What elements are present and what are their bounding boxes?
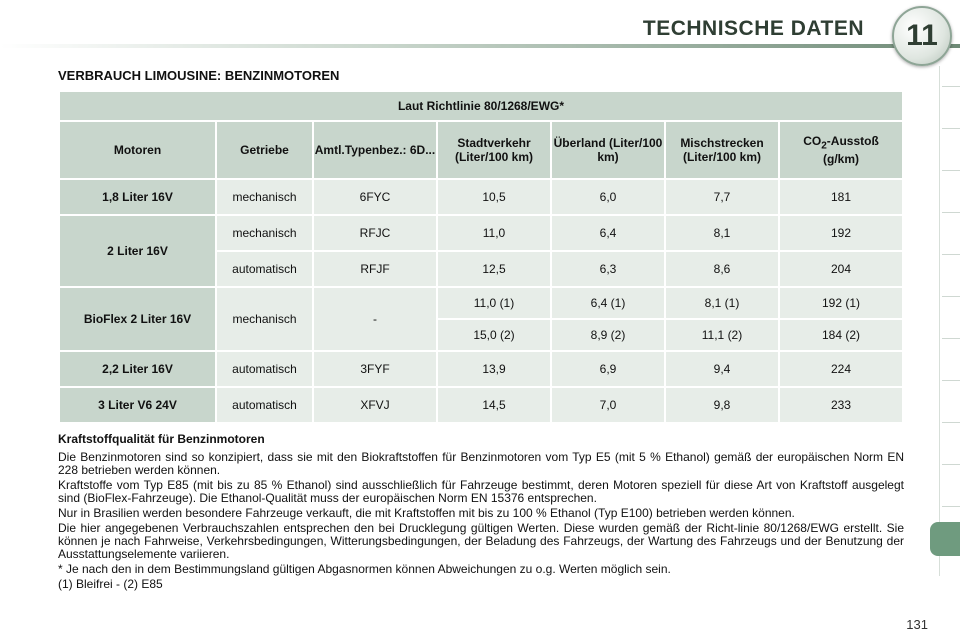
type-cell: XFVJ: [314, 388, 436, 422]
column-header: Überland (Liter/100 km): [552, 122, 664, 178]
chapter-tab[interactable]: [942, 506, 960, 507]
co2-cell: 181: [780, 180, 902, 214]
note-paragraph: Nur in Brasilien werden besondere Fahrzeuge verkauft, die mit Kraftstoffen mit bis zu 100 % Ethanol (Typ E100) betrieben werden können.: [58, 506, 795, 520]
gearbox-cell: automatisch: [217, 252, 312, 286]
table-row: [60, 388, 902, 422]
column-header: Stadtverkehr (Liter/100 km): [438, 122, 550, 178]
note-paragraph: Die Benzinmotoren sind so konzipiert, dass sie mit den Biokraftstoffen für Benzinmotoren vom Typ E5 (mit 5 % Ethanol) gemäß der europäischen Norm EN 228 betrieben werden können.: [58, 450, 904, 477]
co2-prefix: CO: [803, 134, 822, 149]
fuel-legend: (1) Bleifrei - (2) E85: [58, 577, 163, 591]
road-cell: 8,9 (2): [552, 320, 664, 350]
city-cell: 13,9: [438, 352, 550, 386]
column-header: Amtl.Typenbez.: 6D...: [314, 122, 436, 178]
mixed-cell: 8,1 (1): [666, 288, 778, 318]
co2-cell: 233: [780, 388, 902, 422]
chapter-number-badge: 11: [892, 6, 952, 66]
co2-cell: 192: [780, 216, 902, 250]
type-cell: 6FYC: [314, 180, 436, 214]
gearbox-cell: automatisch: [217, 388, 312, 422]
table-row: [60, 216, 902, 250]
notes-heading: Kraftstoffqualität für Benzinmotoren: [58, 432, 265, 446]
consumption-table: [58, 90, 904, 424]
co2-cell: 204: [780, 252, 902, 286]
road-cell: 7,0: [552, 388, 664, 422]
chapter-tab[interactable]: [942, 464, 960, 465]
city-cell: 14,5: [438, 388, 550, 422]
table-row: [60, 180, 902, 214]
mixed-cell: 8,6: [666, 252, 778, 286]
city-cell: 11,0: [438, 216, 550, 250]
co2-subscript: 2: [821, 140, 827, 152]
chapter-tab[interactable]: [942, 170, 960, 171]
mixed-cell: 9,8: [666, 388, 778, 422]
chapter-tab[interactable]: [942, 338, 960, 339]
chapter-tab[interactable]: [942, 128, 960, 129]
column-header-co2: [780, 122, 902, 178]
mixed-cell: 7,7: [666, 180, 778, 214]
table-row: [60, 352, 902, 386]
city-cell: 10,5: [438, 180, 550, 214]
chapter-tab[interactable]: [942, 212, 960, 213]
type-cell: -: [314, 288, 436, 350]
mixed-cell: 8,1: [666, 216, 778, 250]
note-paragraph: Die hier angegebenen Verbrauchszahlen entsprechen den bei Drucklegung gültigen Werten. Diese wurden gemäß der Richt-linie 80/1268/EWG erstellt. Sie können je nach Fahrweise, Verkehrsbedingungen, Witterungsbedingungen, der Beladung des Fahrzeugs, der Wartung des Fahrzeugs und der Benutzung der Ausstattungselemente variieren.: [58, 521, 904, 561]
city-cell: 15,0 (2): [438, 320, 550, 350]
gearbox-cell: automatisch: [217, 352, 312, 386]
co2-cell: 184 (2): [780, 320, 902, 350]
mixed-cell: 11,1 (2): [666, 320, 778, 350]
chapter-tab[interactable]: [942, 86, 960, 87]
road-cell: 6,9: [552, 352, 664, 386]
chapter-tab-strip: [939, 66, 960, 576]
gearbox-cell: mechanisch: [217, 216, 312, 250]
chapter-tab[interactable]: [942, 296, 960, 297]
section-title: VERBRAUCH LIMOUSINE: BENZINMOTOREN: [58, 68, 340, 83]
chapter-tab[interactable]: [942, 254, 960, 255]
road-cell: 6,0: [552, 180, 664, 214]
city-cell: 12,5: [438, 252, 550, 286]
type-cell: RFJF: [314, 252, 436, 286]
chapter-tab[interactable]: [942, 422, 960, 423]
engine-cell: 2 Liter 16V: [60, 216, 215, 286]
chapter-tab-active[interactable]: [930, 522, 960, 556]
road-cell: 6,4 (1): [552, 288, 664, 318]
column-header: Motoren: [60, 122, 215, 178]
gearbox-cell: mechanisch: [217, 180, 312, 214]
chapter-title: TECHNISCHE DATEN: [642, 17, 864, 40]
engine-cell: BioFlex 2 Liter 16V: [60, 288, 215, 350]
type-cell: 3FYF: [314, 352, 436, 386]
table-row: [60, 288, 902, 318]
page-number: 131: [906, 617, 928, 632]
co2-suffix: -Ausstoß: [826, 134, 879, 149]
mixed-cell: 9,4: [666, 352, 778, 386]
road-cell: 6,3: [552, 252, 664, 286]
gearbox-cell: mechanisch: [217, 288, 312, 350]
co2-cell: 224: [780, 352, 902, 386]
footnote: * Je nach den in dem Bestimmungsland gültigen Abgasnormen können Abweichungen zu o.g. Werten möglich sein.: [58, 562, 671, 576]
table-caption: Laut Richtlinie 80/1268/EWG*: [60, 92, 902, 120]
co2-unit: (g/km): [823, 151, 859, 166]
city-cell: 11,0 (1): [438, 288, 550, 318]
engine-cell: 2,2 Liter 16V: [60, 352, 215, 386]
co2-cell: 192 (1): [780, 288, 902, 318]
page-header: [0, 0, 960, 58]
engine-cell: 1,8 Liter 16V: [60, 180, 215, 214]
column-header: Getriebe: [217, 122, 312, 178]
road-cell: 6,4: [552, 216, 664, 250]
header-band: [0, 44, 960, 48]
chapter-tab[interactable]: [942, 380, 960, 381]
column-header: Mischstrecken (Liter/100 km): [666, 122, 778, 178]
engine-cell: 3 Liter V6 24V: [60, 388, 215, 422]
note-paragraph: Kraftstoffe vom Typ E85 (mit bis zu 85 % Ethanol) sind ausschließlich für Fahrzeuge bestimmt, deren Motoren speziell für diese Art von Kraftstoff ausgelegt sind (BioFlex-Fahrzeuge). Die Ethanol-Qualität muss der europäischen Norm EN 15376 entsprechen.: [58, 478, 904, 505]
type-cell: RFJC: [314, 216, 436, 250]
notes-block: [58, 433, 904, 593]
